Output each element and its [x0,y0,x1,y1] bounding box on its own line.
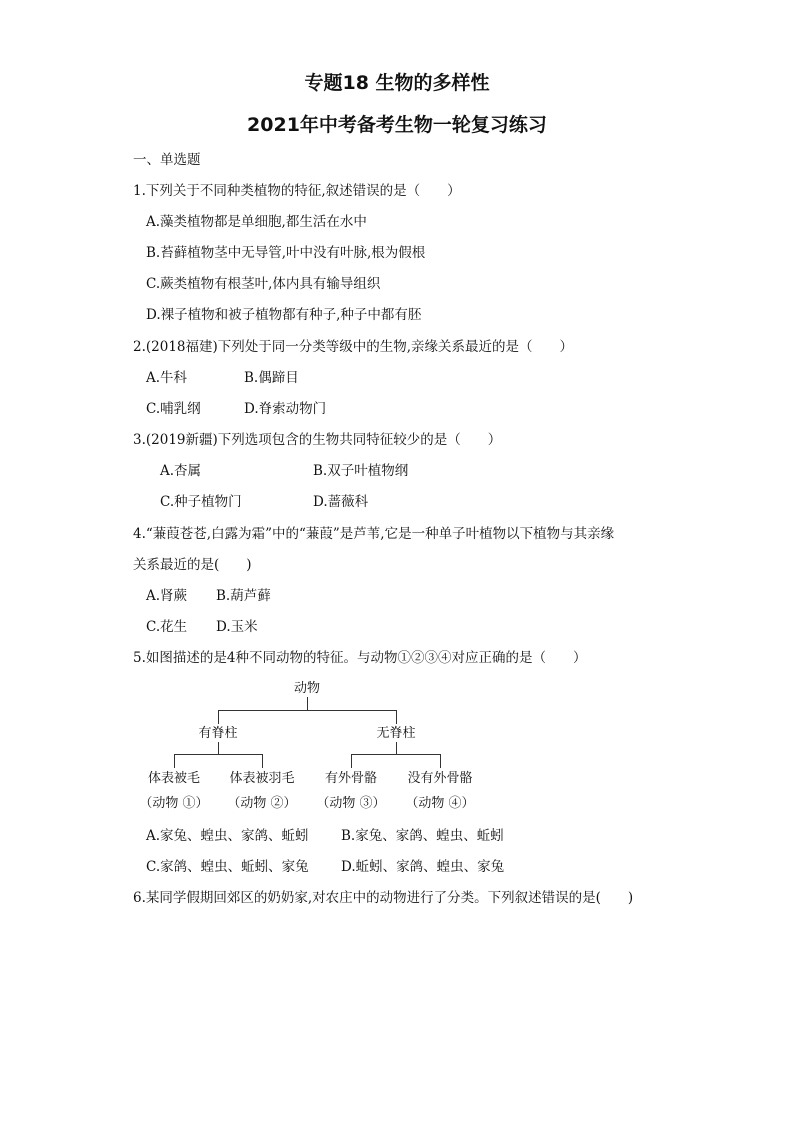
question-4-option-a: A.肾蕨 [146,588,188,604]
question-3-option-b: B.双子叶植物纲 [313,463,409,479]
tree-connector [262,754,263,768]
tree-leaf-4-tag: （动物 ④） [405,796,475,811]
section-heading: 一、单选题 [133,152,201,168]
tree-leaf-4-label: 没有外骨骼 [407,771,473,786]
question-2-stem: 2.(2018福建)下列处于同一分类等级中的生物,亲缘关系最近的是（ ） [133,339,574,355]
question-5-stem: 5.如图描述的是4种不同动物的特征。与动物①②③④对应正确的是（ ） [133,650,587,666]
tree-connector [440,754,441,768]
question-5-option-d: D.蚯蚓、家鸽、蝗虫、家兔 [341,859,505,875]
question-1-option-a: A.藻类植物都是单细胞,都生活在水中 [146,214,367,230]
question-2-option-d: D.脊索动物门 [244,401,327,417]
question-3-option-d: D.蔷薇科 [313,494,369,510]
question-6-stem: 6.某同学假期回郊区的奶奶家,对农庄中的动物进行了分类。下列叙述错误的是( ) [133,890,634,906]
question-1-option-b: B.苔藓植物茎中无导管,叶中没有叶脉,根为假根 [146,245,426,261]
tree-connector [218,710,396,711]
tree-root-label: 动物 [293,681,320,696]
document-subtitle: 2021年中考备考生物一轮复习练习 [247,114,547,136]
question-5-option-b: B.家兔、家鸽、蝗虫、蚯蚓 [341,828,504,844]
tree-leaf-1-label: 体表被毛 [147,771,200,786]
question-2-option-b: B.偶蹄目 [244,370,299,386]
tree-connector [218,710,219,724]
question-1-option-d: D.裸子植物和被子植物都有种子,种子中都有胚 [146,307,422,323]
question-5-option-a: A.家兔、蝗虫、家鸽、蚯蚓 [146,828,309,844]
tree-connector [351,754,352,768]
tree-leaf-1-tag: （动物 ①） [139,796,209,811]
question-4-option-d: D.玉米 [216,619,258,635]
question-3-stem: 3.(2019新疆)下列选项包含的生物共同特征较少的是（ ） [133,432,502,448]
question-4-stem-line2: 关系最近的是( ) [133,557,252,573]
question-3-option-c: C.种子植物门 [160,494,242,510]
question-1-stem: 1.下列关于不同种类植物的特征,叙述错误的是（ ） [133,183,461,199]
tree-connector [307,697,308,710]
question-4-option-b: B.葫芦藓 [216,588,271,604]
question-3-option-a: A.杏属 [160,463,202,479]
tree-connector [396,742,397,754]
question-2-option-a: A.牛科 [146,370,188,386]
question-1-option-c: C.蕨类植物有根茎叶,体内具有输导组织 [146,276,381,292]
tree-leaf-3-label: 有外骨骼 [324,771,377,786]
document-title: 专题18 生物的多样性 [304,72,490,94]
tree-connector [174,754,175,768]
tree-branch-right-label: 无脊柱 [376,726,416,741]
tree-connector [396,710,397,724]
tree-leaf-2-label: 体表被羽毛 [229,771,295,786]
tree-branch-left-label: 有脊柱 [198,726,238,741]
tree-leaf-2-tag: （动物 ②） [227,796,297,811]
tree-connector [174,754,263,755]
tree-connector [218,742,219,754]
question-2-option-c: C.哺乳纲 [146,401,201,417]
question-5-option-c: C.家鸽、蝗虫、蚯蚓、家兔 [146,859,309,875]
tree-connector [351,754,441,755]
question-4-option-c: C.花生 [146,619,188,635]
question-4-stem-line1: 4.“蒹葭苍苍,白露为霜”中的“蒹葭”是芦苇,它是一种单子叶植物以下植物与其亲缘 [133,526,615,542]
tree-leaf-3-tag: （动物 ③） [316,796,386,811]
